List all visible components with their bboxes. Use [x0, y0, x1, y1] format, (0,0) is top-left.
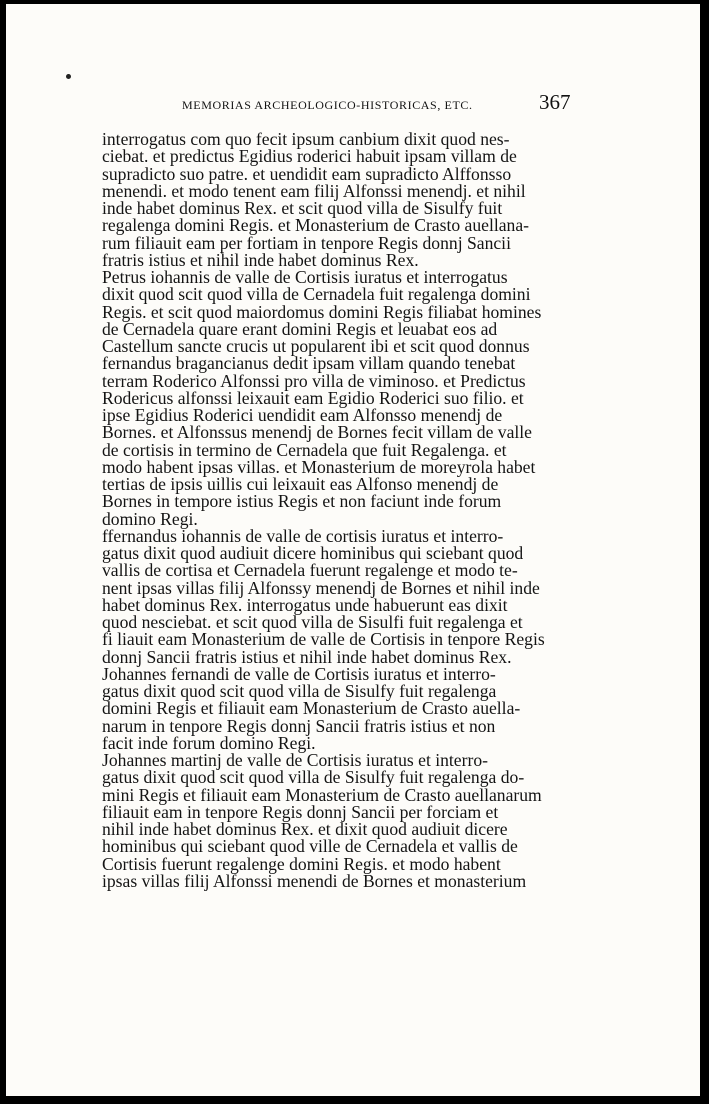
paragraph: interrogatus com quo fecit ipsum canbium dixit quod nes- ciebat. et predictus Egidius roderici habuit ipsam villam de supradicto suo patre. et uendidit eam supradicto Alffonsso menendi. et modo tenent eam filij Alfonssi menendj. et nihil inde habet dominus Rex. et scit quod villa de Sisulfy fuit regalenga domini Regis. et Monasterium de Crasto auellana- rum filiauit eam per fortiam in tenpore Regis donnj Sancii fratris istius et nihil inde habet dominus Rex.	[102, 129, 530, 270]
page-header	[6, 90, 700, 118]
paragraph: ffernandus iohannis de valle de cortisis iuratus et interro- gatus dixit quod audiuit dicere hominibus qui sciebant quod vallis de cortisa et Cernadela fuerunt regalenge et modo te- nent ipsas villas filij Alfonssy menendj de Bornes et nihil inde habet dominus Rex. interrogatus unde habuerunt eas dixit quod nesciebat. et scit quod villa de Sisulfi fuit regalenga et fi liauit eam Monasterium de valle de Cortisis in tenpore Regis donnj Sancii fratris istius et nihil inde habet dominus Rex.	[102, 525, 545, 667]
page-number: 367	[539, 90, 571, 114]
body-text	[102, 131, 580, 890]
paragraph: Johannes martinj de valle de Cortisis iuratus et interro- gatus dixit quod scit quod villa de Sisulfy fuit regalenga do- mini Regis et filiauit eam Monasterium de Crasto auellanarum filiauit eam in tenpore Regis donnj Sancii per forciam et nihil inde habet dominus Rex. et dixit quod audiuit dicere hominibus qui sciebant quod ville de Cernadela et vallis de Cortisis fuerunt regalenge domini Regis. et modo habent ipsas villas filij Alfonssi menendi de Bornes et monasterium	[102, 750, 542, 891]
paragraph: Petrus iohannis de valle de Cortisis iuratus et interrogatus dixit quod scit quod villa de Cernadela fuit regalenga domini Regis. et scit quod maiordomus domini Regis filiabat homines de Cernadela quare erant domini Regis et leuabat eos ad Castellum sancte crucis ut popularent ibi et scit quod donnus fernandus bragancianus dedit ipsam villam quando tenebat terram Roderico Alfonssi pro villa de viminoso. et Predictus Rodericus alfonssi leixauit eam Egidio Roderici suo filio. et ipse Egidius Roderici uendidit eam Alfonsso menendj de Bornes. et Alfonssus menendj de Bornes fecit villam de valle de cortisis in termino de Cernadela que fuit Regalenga. et modo habent ipsas villas. et Monasterium de moreyrola habet tertias de ipsis uillis cui leixauit eas Alfonso menendj de Bornes in tempore istius Regis et non faciunt inde forum domino Regi.	[102, 267, 542, 529]
running-title: MEMORIAS ARCHEOLOGICO-HISTORICAS, ETC.	[182, 98, 473, 112]
margin-dot-mark	[66, 74, 71, 79]
paragraph: Johannes fernandi de valle de Cortisis iuratus et interro- gatus dixit quod scit quod villa de Sisulfy fuit regalenga domini Regis et filiauit eam Monasterium de Crasto auella- narum in tenpore Regis donnj Sancii fratris istius et non facit inde forum domino Regi.	[102, 663, 521, 753]
book-page	[6, 4, 700, 1096]
